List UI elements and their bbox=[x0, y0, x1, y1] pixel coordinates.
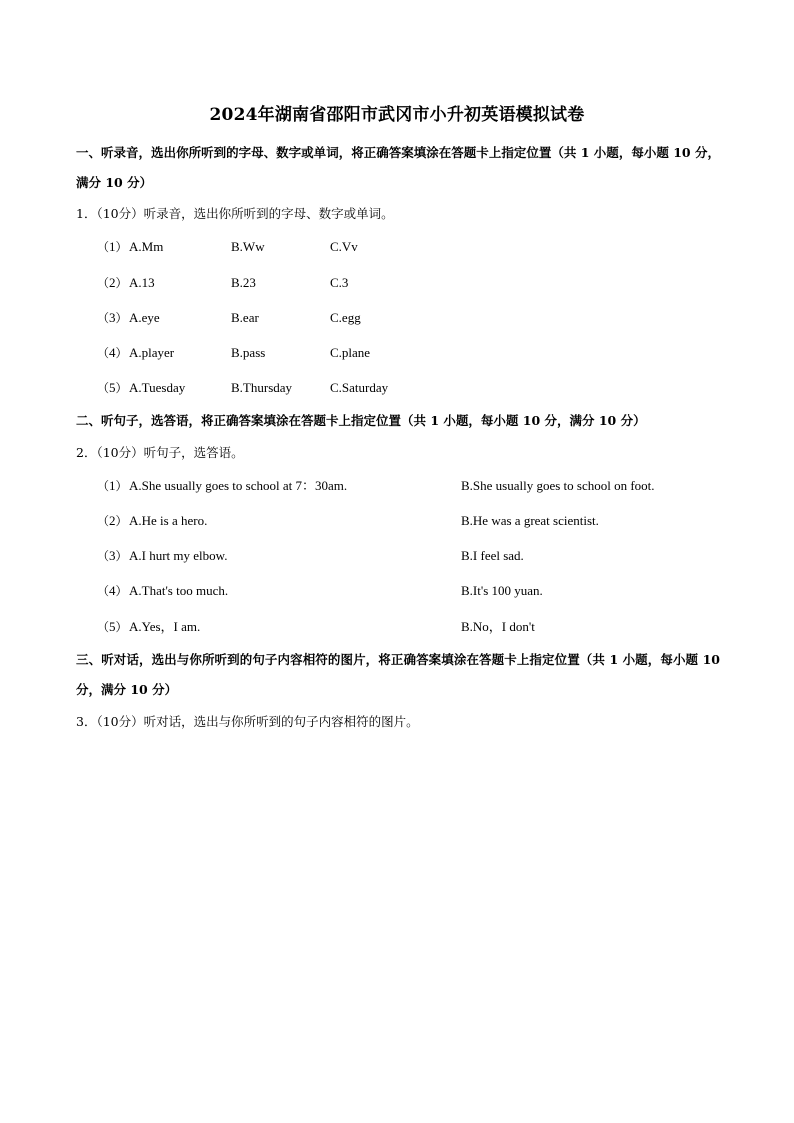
option-b: B.ear bbox=[231, 310, 259, 325]
option-a: A.Mm bbox=[129, 239, 164, 254]
page-title: 2024年湖南省邵阳市武冈市小升初英语模拟试卷 bbox=[209, 105, 585, 125]
item-number: （3） bbox=[97, 548, 128, 563]
option-c: C.3 bbox=[330, 275, 349, 290]
option-c: C.egg bbox=[330, 310, 361, 325]
item-number: （1） bbox=[97, 239, 128, 254]
section-3-heading: 三、听对话，选出与你所听到的句子内容相符的图片，将正确答案填涂在答题卡上指定位置（共 1 小题，每小题 10 分，满分 10 分） bbox=[76, 652, 720, 697]
option-a: A.That's too much. bbox=[129, 583, 229, 598]
option-b: B.I feel sad. bbox=[461, 548, 524, 563]
item-number: （2） bbox=[97, 275, 128, 290]
option-a: A.eye bbox=[129, 310, 160, 325]
option-b: B.She usually goes to school on foot. bbox=[461, 478, 655, 493]
option-a: A.I hurt my elbow. bbox=[129, 548, 228, 563]
option-a: A.13 bbox=[129, 275, 155, 290]
item-number: （5） bbox=[97, 619, 128, 634]
option-a: A.player bbox=[129, 345, 175, 360]
option-a: A.Tuesday bbox=[129, 380, 186, 395]
option-c: C.Vv bbox=[330, 239, 358, 254]
item-number: （5） bbox=[97, 380, 128, 395]
question-2: 2．（10分）听句子，选答语。 bbox=[76, 445, 244, 460]
option-b: B.pass bbox=[231, 345, 266, 360]
item-number: （1） bbox=[97, 478, 128, 493]
question-3: 3．（10分）听对话，选出与你所听到的句子内容相符的图片。 bbox=[76, 714, 419, 729]
option-a: A.He is a hero. bbox=[129, 513, 208, 528]
option-b: B.It's 100 yuan. bbox=[461, 583, 543, 598]
option-b: B.No，I don't bbox=[461, 619, 535, 634]
option-a: A.Yes，I am. bbox=[129, 619, 201, 634]
section-2-heading: 二、听句子，选答语，将正确答案填涂在答题卡上指定位置（共 1 小题，每小题 10 分，满分 10 分） bbox=[76, 413, 646, 428]
option-b: B.He was a great scientist. bbox=[461, 513, 599, 528]
item-number: （2） bbox=[97, 513, 128, 528]
item-number: （3） bbox=[97, 310, 128, 325]
section-1-heading: 一、听录音，选出你所听到的字母、数字或单词，将正确答案填涂在答题卡上指定位置（共 1 小题，每小题 10 分，满分 10 分） bbox=[76, 145, 720, 190]
question-1: 1．（10分）听录音，选出你所听到的字母、数字或单词。 bbox=[76, 206, 394, 221]
option-a: A.She usually goes to school at 7：30am. bbox=[129, 478, 348, 493]
item-number: （4） bbox=[97, 345, 128, 360]
option-b: B.Ww bbox=[231, 239, 265, 254]
option-c: C.Saturday bbox=[330, 380, 389, 395]
option-b: B.23 bbox=[231, 275, 256, 290]
item-number: （4） bbox=[97, 583, 128, 598]
option-c: C.plane bbox=[330, 345, 371, 360]
option-b: B.Thursday bbox=[231, 380, 293, 395]
